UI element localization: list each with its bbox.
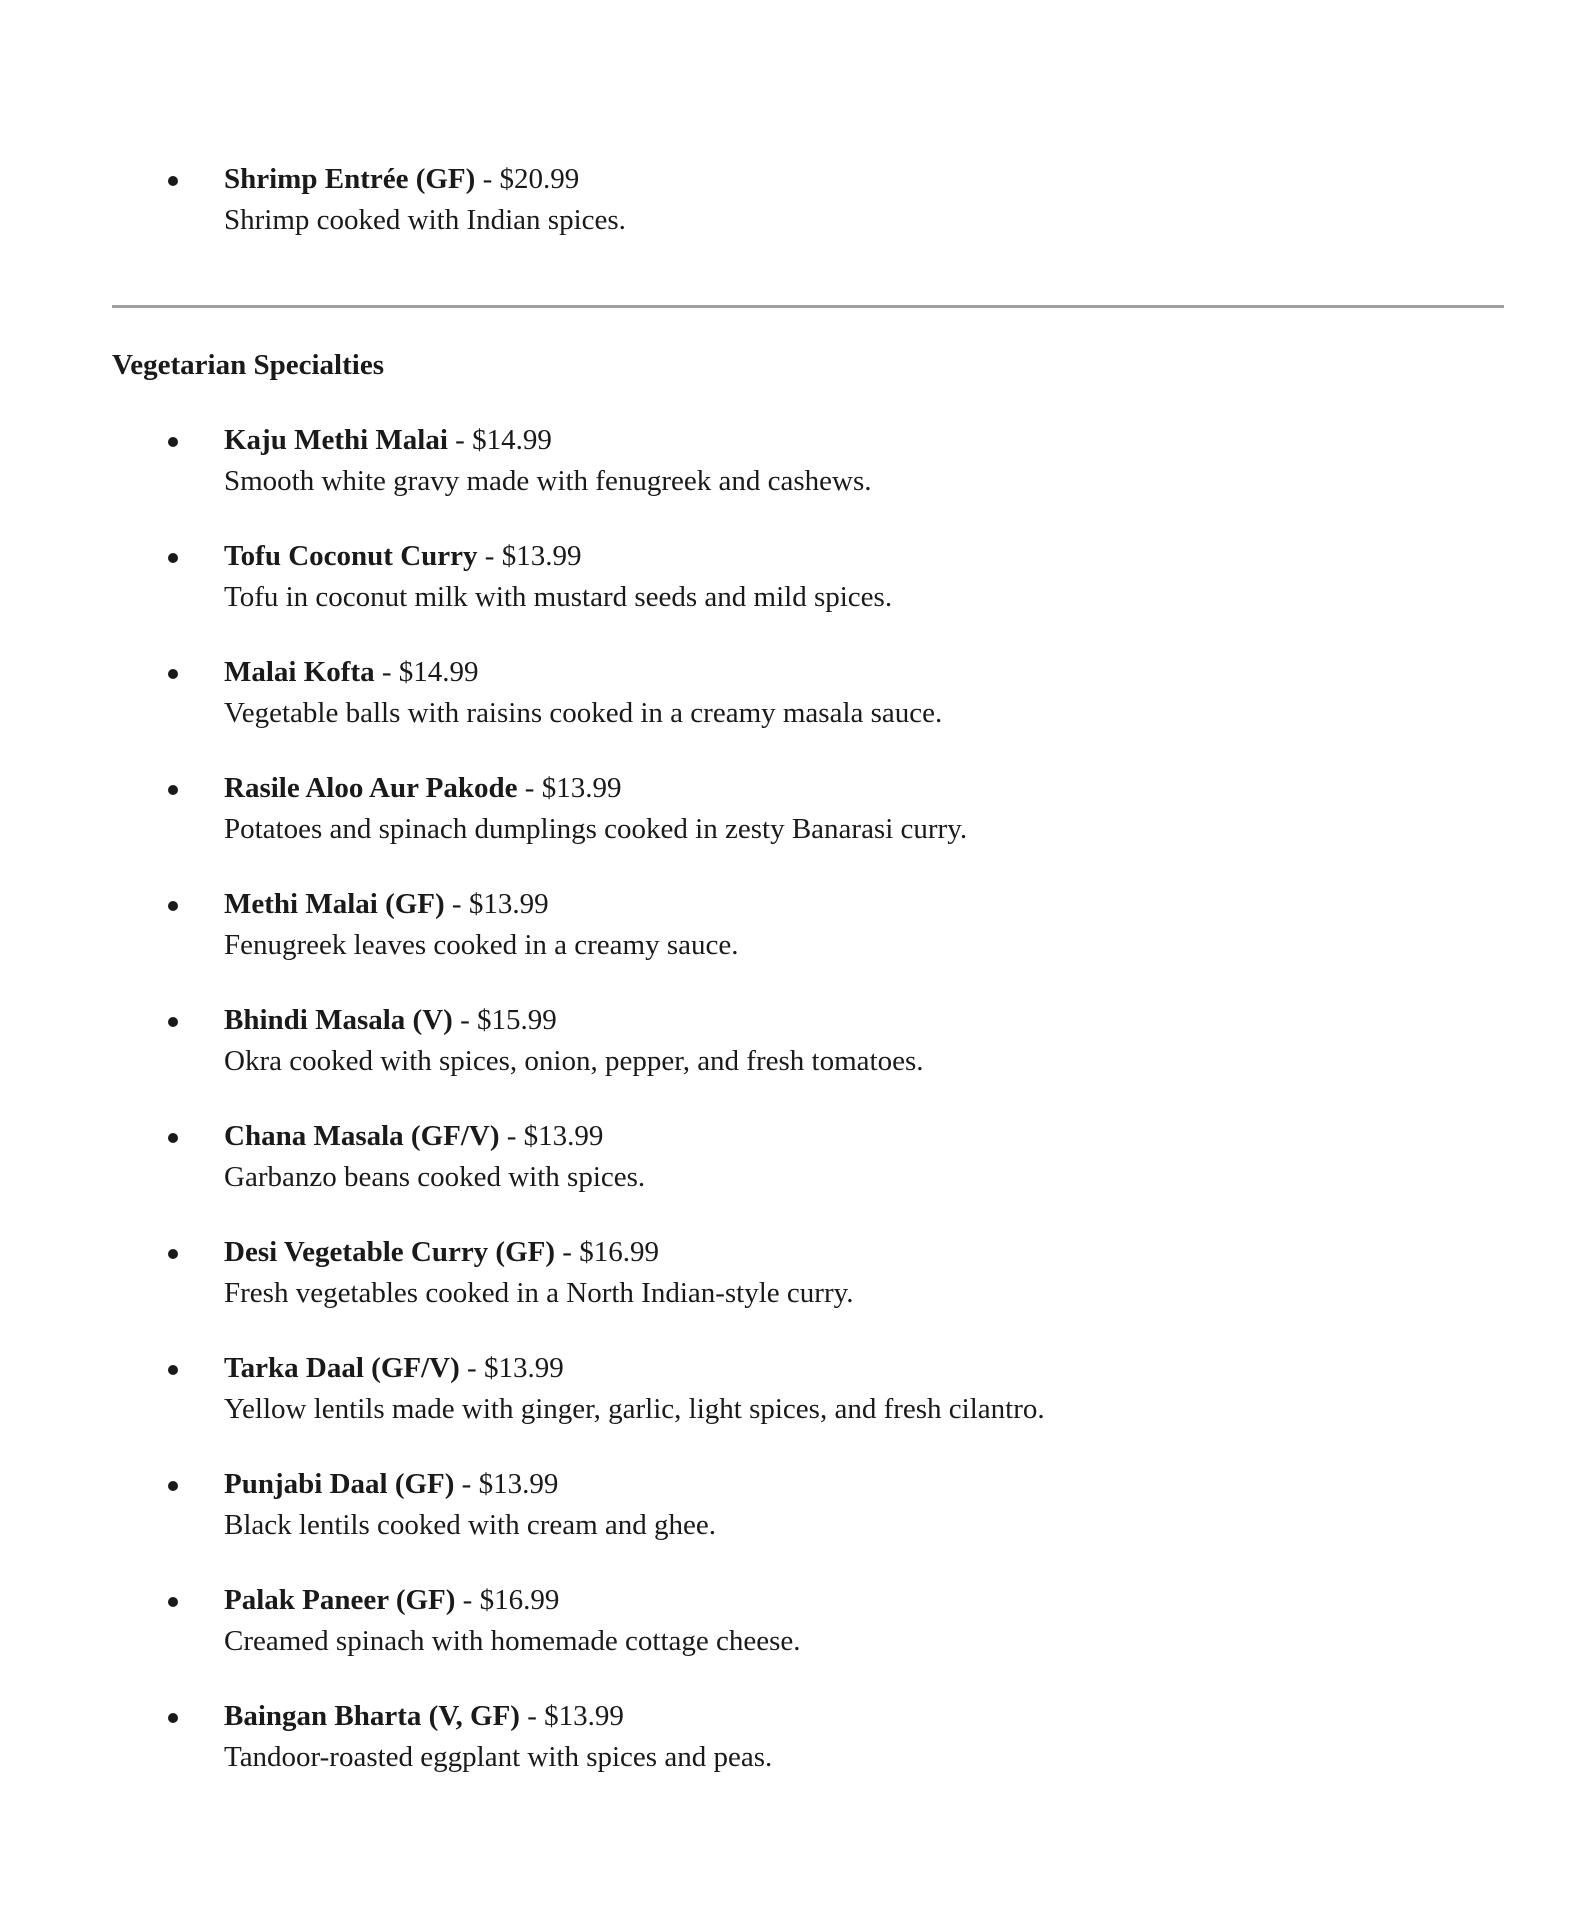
item-price: $14.99 — [398, 656, 479, 688]
bullet-icon — [168, 437, 178, 447]
item-name: Malai Kofta — [224, 656, 375, 688]
item-price: $16.99 — [579, 1236, 659, 1268]
item-description: Black lentils cooked with cream and ghee. — [224, 1509, 717, 1541]
item-price: $13.99 — [544, 1700, 624, 1732]
item-description: Yellow lentils made with ginger, garlic, light spices, and fresh cilantro. — [224, 1393, 1045, 1425]
item-description: Tofu in coconut milk with mustard seeds and mild spices. — [224, 581, 893, 613]
item-description: Tandoor-roasted eggplant with spices and peas. — [224, 1741, 773, 1773]
item-price: $13.99 — [523, 1120, 604, 1152]
item-description: Okra cooked with spices, onion, pepper, and fresh tomatoes. — [224, 1045, 924, 1077]
item-separator: - — [519, 1700, 545, 1732]
item-description: Potatoes and spinach dumplings cooked in zesty Banarasi curry. — [224, 813, 968, 845]
item-price: $13.99 — [501, 540, 582, 572]
item-price: $16.99 — [479, 1584, 560, 1616]
section-heading: Vegetarian Specialties — [112, 349, 384, 381]
item-description: Fresh vegetables cooked in a North Indian-style curry. — [224, 1277, 854, 1309]
list-item — [224, 884, 1424, 966]
list-item — [224, 159, 1424, 241]
bullet-icon — [168, 669, 178, 679]
bullet-icon — [168, 1713, 178, 1723]
item-name: Tofu Coconut Curry — [224, 540, 478, 572]
item-description: Smooth white gravy made with fenugreek and cashews. — [224, 465, 872, 497]
item-separator: - — [455, 1584, 480, 1616]
list-item — [224, 1464, 1424, 1546]
list-item — [224, 1116, 1424, 1198]
list-item — [224, 1000, 1424, 1082]
item-separator: - — [459, 1352, 484, 1384]
item-name: Methi Malai (GF) — [224, 888, 445, 920]
item-separator: - — [499, 1120, 524, 1152]
item-description: Fenugreek leaves cooked in a creamy sauce. — [224, 929, 739, 961]
bullet-icon — [168, 1597, 178, 1607]
bullet-icon — [168, 1481, 178, 1491]
bullet-icon — [168, 1017, 178, 1027]
item-name: Chana Masala (GF/V) — [224, 1120, 500, 1152]
list-item — [224, 1232, 1424, 1314]
list-item — [224, 1580, 1424, 1662]
list-item — [224, 536, 1424, 618]
item-separator: - — [475, 163, 500, 195]
item-price: $14.99 — [472, 424, 552, 456]
item-separator: - — [452, 1004, 477, 1036]
item-price: $13.99 — [483, 1352, 564, 1384]
bullet-icon — [168, 1249, 178, 1259]
section-divider — [112, 305, 1504, 308]
item-description: Vegetable balls with raisins cooked in a creamy masala sauce. — [224, 697, 943, 729]
list-item — [224, 768, 1424, 850]
item-name: Bhindi Masala (V) — [224, 1004, 453, 1036]
list-item — [224, 1696, 1424, 1778]
item-name: Kaju Methi Malai — [224, 424, 448, 456]
bullet-icon — [168, 785, 178, 795]
item-description: Creamed spinach with homemade cottage cheese. — [224, 1625, 801, 1657]
item-name: Tarka Daal (GF/V) — [224, 1352, 460, 1384]
list-item — [224, 1348, 1424, 1430]
list-item — [224, 652, 1424, 734]
item-description: Garbanzo beans cooked with spices. — [224, 1161, 646, 1193]
item-separator: - — [374, 656, 399, 688]
item-description: Shrimp cooked with Indian spices. — [224, 204, 626, 236]
item-name: Punjabi Daal (GF) — [224, 1468, 455, 1500]
item-price: $13.99 — [541, 772, 622, 804]
item-price: $13.99 — [468, 888, 549, 920]
item-separator: - — [444, 888, 469, 920]
item-name: Shrimp Entrée (GF) — [224, 163, 476, 195]
item-name: Baingan Bharta (V, GF) — [224, 1700, 520, 1732]
bullet-icon — [168, 553, 178, 563]
list-item — [224, 420, 1424, 502]
item-price: $13.99 — [478, 1468, 559, 1500]
bullet-icon — [168, 1365, 178, 1375]
item-separator: - — [447, 424, 473, 456]
item-separator: - — [477, 540, 502, 572]
item-separator: - — [517, 772, 542, 804]
item-price: $15.99 — [477, 1004, 557, 1036]
item-name: Palak Paneer (GF) — [224, 1584, 456, 1616]
bullet-icon — [168, 1133, 178, 1143]
item-price: $20.99 — [499, 163, 580, 195]
item-name: Desi Vegetable Curry (GF) — [224, 1236, 556, 1268]
item-separator: - — [555, 1236, 580, 1268]
bullet-icon — [168, 901, 178, 911]
item-separator: - — [454, 1468, 479, 1500]
bullet-icon — [168, 176, 178, 186]
item-name: Rasile Aloo Aur Pakode — [224, 772, 518, 804]
